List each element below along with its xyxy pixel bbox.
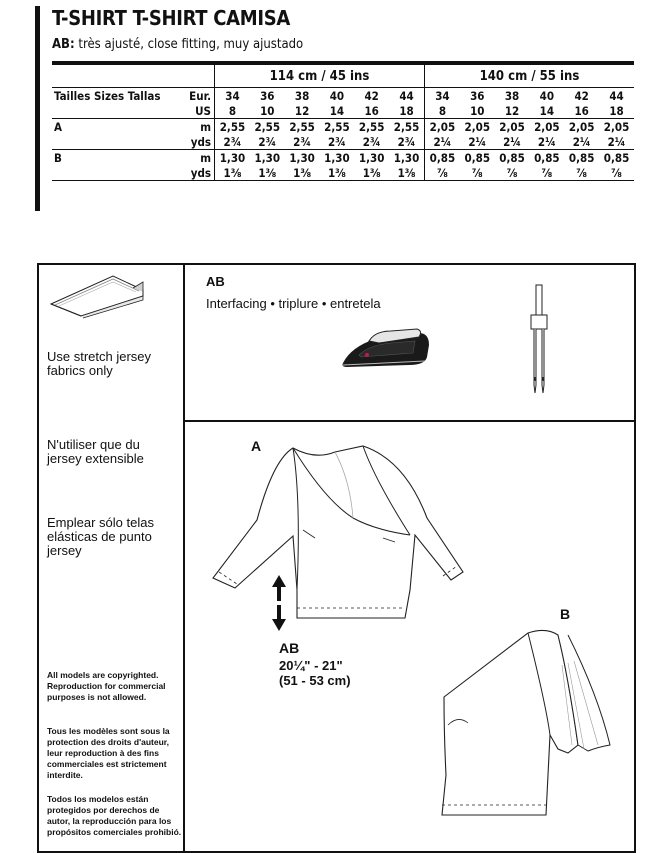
value-cell: 1,30	[285, 150, 320, 166]
value-cell: 2¾	[223, 134, 242, 149]
fabric-note-es: Emplear sólo telas elásticas de punto jersey	[47, 515, 154, 558]
size-cell: 36	[460, 88, 495, 104]
value-cell: 0,85	[564, 150, 599, 166]
value-cell: 2,05	[529, 119, 564, 135]
notions-view-label: AB	[206, 274, 225, 289]
value-cell: ⅞	[529, 165, 564, 181]
size-cell: 10	[260, 103, 275, 118]
length-arrow-icon	[270, 573, 288, 633]
size-cell: 14	[329, 103, 345, 118]
table-row	[52, 134, 634, 150]
unit-label: Eur.	[182, 88, 214, 104]
size-cell: 42	[354, 88, 389, 104]
size-cell: 8	[424, 103, 459, 119]
horizontal-divider	[185, 420, 636, 422]
size-cell: 36	[250, 88, 285, 104]
size-row-label: Tailles Sizes Tallas	[52, 88, 182, 104]
size-cell: 18	[609, 103, 624, 118]
view-b-sketch	[438, 625, 618, 825]
table-row	[52, 103, 634, 119]
value-cell: 2,05	[424, 119, 459, 135]
table-row	[52, 165, 634, 181]
value-cell: 2,05	[564, 119, 599, 135]
value-cell: 0,85	[599, 150, 634, 166]
view-label: A	[52, 119, 182, 135]
fabric-fold-icon	[47, 270, 147, 318]
length-inches: 20¼" - 21"	[279, 658, 343, 673]
value-cell: 2,05	[495, 119, 530, 135]
value-cell: 2¼	[607, 134, 626, 149]
size-cell: 38	[495, 88, 530, 104]
unit-label: yds	[182, 165, 214, 181]
view-b-label: B	[560, 606, 571, 622]
size-cell: 38	[285, 88, 320, 104]
value-cell: 2¼	[572, 134, 591, 149]
copyright-fr: Tous les modèles sont sous la protection des droits d'auteur, leur reproduction à des fins commerciales est strictement interdite.	[47, 726, 170, 780]
value-cell: 0,85	[495, 150, 530, 166]
length-view-label: AB	[279, 640, 300, 656]
pattern-title: T-SHIRT T-SHIRT CAMISA	[52, 6, 291, 30]
value-cell: 2¼	[537, 134, 556, 149]
value-cell: 0,85	[460, 150, 495, 166]
table-row	[52, 119, 634, 135]
value-cell: 1⅜	[389, 165, 424, 181]
value-cell: ⅞	[495, 165, 530, 181]
value-cell: ⅞	[599, 165, 634, 181]
fabric-note-fr: N'utiliser que du jersey extensible	[47, 437, 144, 466]
unit-label: m	[182, 119, 214, 135]
copyright-es: Todos los modelos están protegidos por derechos de autor, la reproducción para los propósitos comerciales prohibió.	[47, 794, 182, 837]
value-cell: 2¼	[468, 134, 487, 149]
view-label: B	[52, 150, 182, 166]
value-cell: 1,30	[250, 150, 285, 166]
size-cell: 16	[574, 103, 589, 118]
length-cm: (51 - 53 cm)	[279, 673, 351, 688]
size-cell: 34	[215, 88, 250, 104]
twin-needle-icon	[527, 285, 551, 400]
group-header: 114 cm / 45 ins	[215, 63, 425, 88]
unit-label: m	[182, 150, 214, 166]
value-cell: 2¾	[258, 134, 277, 149]
value-cell: 1,30	[389, 150, 424, 166]
value-cell: 1,30	[354, 150, 389, 166]
value-cell: 1⅜	[320, 165, 355, 181]
size-cell: 42	[564, 88, 599, 104]
size-cell: 44	[389, 88, 424, 104]
value-cell: 1⅜	[215, 165, 250, 181]
value-cell: 2,05	[599, 119, 634, 135]
size-cell: 12	[504, 103, 520, 118]
iron-icon	[339, 323, 435, 373]
value-cell: 2,55	[250, 119, 285, 135]
value-cell: ⅞	[424, 165, 459, 181]
interfacing-text: Interfacing • triplure • entretela	[206, 296, 381, 311]
view-a-sketch	[205, 440, 465, 630]
table-row	[52, 88, 634, 104]
size-cell: 12	[294, 103, 310, 118]
fabric-note-en: Use stretch jersey fabrics only	[47, 349, 152, 378]
copyright-en: All models are copyrighted. Reproduction for commercial purposes is not allowed.	[47, 670, 166, 702]
value-cell: ⅞	[564, 165, 599, 181]
subtitle-text: très ajusté, close fitting, muy ajustado	[78, 37, 304, 52]
value-cell: ⅞	[460, 165, 495, 181]
vertical-divider	[183, 263, 185, 853]
value-cell: 2,05	[460, 119, 495, 135]
table-corner	[52, 63, 215, 88]
size-cell: 8	[228, 103, 237, 118]
view-a-label: A	[251, 438, 262, 454]
value-cell: 2,55	[354, 119, 389, 135]
size-cell: 34	[424, 88, 459, 104]
size-cell: 44	[599, 88, 634, 104]
size-cell: 18	[399, 103, 414, 118]
value-cell: 2¼	[424, 134, 459, 150]
header-bar	[35, 6, 40, 211]
size-cell: 10	[470, 103, 485, 118]
value-cell: 1⅜	[354, 165, 389, 181]
table-header-row	[52, 63, 634, 88]
value-cell: 1⅜	[285, 165, 320, 181]
value-cell: 2¾	[327, 134, 346, 149]
value-cell: 2¾	[397, 134, 416, 149]
value-cell: 1,30	[320, 150, 355, 166]
value-cell: 0,85	[424, 150, 459, 166]
value-cell: 2,55	[389, 119, 424, 135]
value-cell: 2,55	[320, 119, 355, 135]
unit-label: yds	[182, 134, 214, 150]
value-cell: 0,85	[529, 150, 564, 166]
size-cell: 14	[539, 103, 555, 118]
value-cell: 2,55	[285, 119, 320, 135]
size-cell: 40	[320, 88, 355, 104]
pattern-subtitle	[52, 37, 303, 52]
size-cell: 16	[364, 103, 379, 118]
subtitle-code: AB:	[52, 37, 75, 52]
value-cell: 2¼	[503, 134, 522, 149]
group-header: 140 cm / 55 ins	[424, 63, 634, 88]
value-cell: 1⅜	[250, 165, 285, 181]
value-cell: 2,55	[215, 119, 250, 135]
value-cell: 2¾	[293, 134, 312, 149]
yardage-table	[52, 61, 634, 181]
value-cell: 1,30	[215, 150, 250, 166]
unit-label: US	[182, 103, 214, 119]
size-cell: 40	[529, 88, 564, 104]
value-cell: 2¾	[362, 134, 381, 149]
table-row	[52, 150, 634, 166]
